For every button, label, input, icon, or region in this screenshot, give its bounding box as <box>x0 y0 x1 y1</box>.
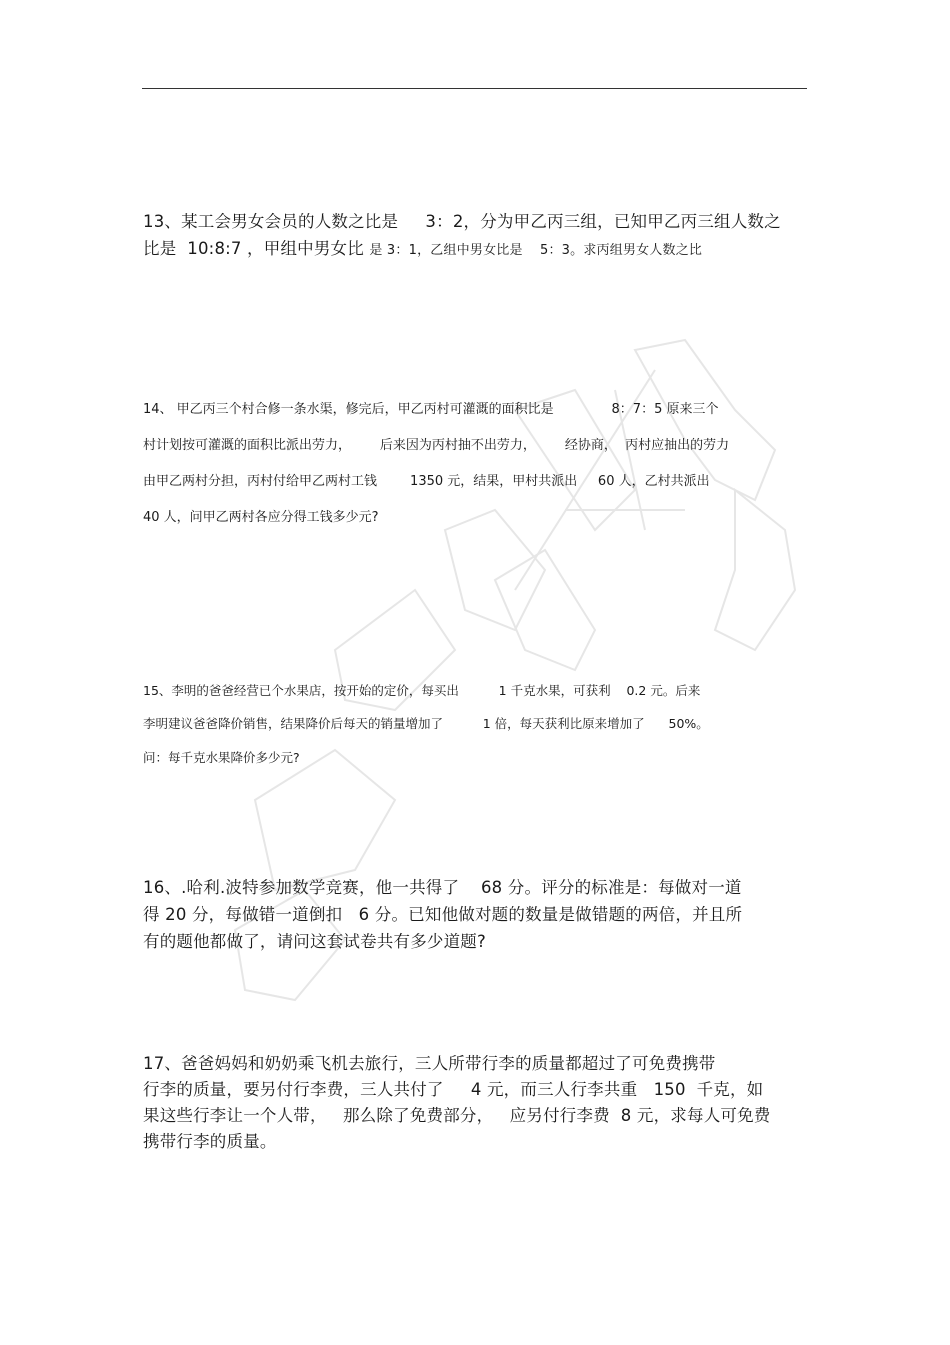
p14-line-2: 村计划按可灌溉的面积比派出劳力， 后来因为丙村抽不出劳力， 经协商， 丙村应抽出的劳力 <box>143 438 730 453</box>
p14-line-4: 40 人，问甲乙两村各应分得工钱多少元? <box>143 510 379 525</box>
p15-line-3: 问：每千克水果降价多少元? <box>143 750 300 765</box>
header-rule <box>142 88 807 89</box>
p14-line-3: 由甲乙两村分担，丙村付给甲乙两村工钱 1350 元，结果，甲村共派出 60 人，乙村共派出 <box>143 474 710 489</box>
p17-line-1: 17、爸爸妈妈和奶奶乘飞机去旅行，三人所带行李的质量都超过了可免费携带 <box>143 1054 716 1073</box>
p17-line-3: 果这些行李让一个人带， 那么除了免费部分， 应另付行李费 8 元，求每人可免费 <box>143 1106 771 1125</box>
p15-line-1: 15、李明的爸爸经营已个水果店，按开始的定价，每买出 1 千克水果，可获利 0.2 元。后来 <box>143 683 701 698</box>
p16-line-2: 得 20 分，每做错一道倒扣 6 分。已知他做对题的数量是做错题的两倍，并且所 <box>143 905 743 924</box>
p13-line-1: 13、某工会男女会员的人数之比是 3：2，分为甲乙丙三组，已知甲乙丙三组人数之 <box>143 212 781 231</box>
p13-line-2-tail: 是 3：1，乙组中男女比是 5：3。求丙组男女人数之比 <box>369 243 703 258</box>
p14-line-1: 14、 甲乙丙三个村合修一条水渠，修完后，甲乙丙村可灌溉的面积比是 8：7：5 原来三个 <box>143 402 719 417</box>
watermark-graphic <box>215 330 815 1030</box>
p13-line-2-head: 比是 10:8:7 ，甲组中男女比 <box>143 239 370 258</box>
p17-line-2: 行李的质量，要另付行李费，三人共付了 4 元，而三人行李共重 150 千克，如 <box>143 1080 764 1099</box>
p17-line-4: 携带行李的质量。 <box>143 1132 277 1151</box>
p16-line-1: 16、.哈利.波特参加数学竞赛，他一共得了 68 分。评分的标准是：每做对一道 <box>143 878 742 897</box>
p16-line-3: 有的题他都做了，请问这套试卷共有多少道题? <box>143 932 486 951</box>
p13-line-2 <box>143 241 702 258</box>
p15-line-2: 李明建议爸爸降价销售，结果降价后每天的销量增加了 1 倍，每天获利比原来增加了 50%。 <box>143 716 709 731</box>
